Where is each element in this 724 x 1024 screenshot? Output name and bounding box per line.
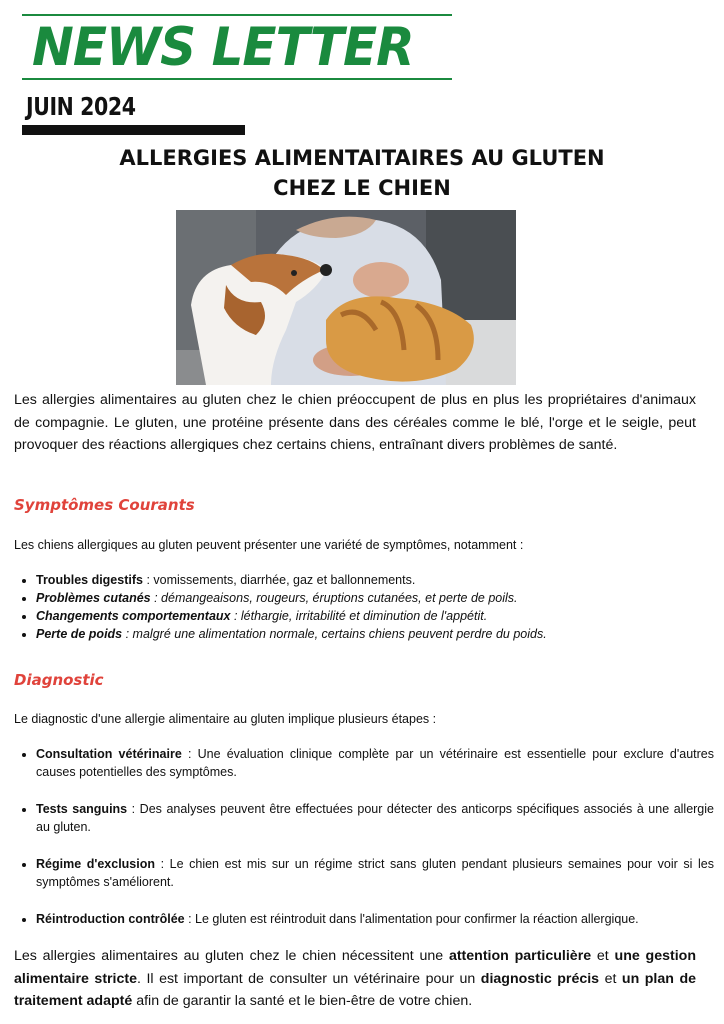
symptom-term: Changements comportementaux — [36, 609, 231, 623]
masthead — [22, 14, 452, 80]
diagnostic-heading: Diagnostic — [14, 671, 104, 689]
symptoms-heading: Symptômes Courants — [14, 496, 195, 514]
symptoms-list — [18, 571, 714, 643]
diagnostic-term: Régime d'exclusion — [36, 857, 155, 871]
article-title — [60, 143, 664, 203]
diagnostic-text: : Des analyses peuvent être effectuées pour détecter des anticorps spécifiques associés à une allergie au gluten. — [36, 802, 714, 834]
intro-paragraph: Les allergies alimentaires au gluten chez le chien préoccupent de plus en plus les propriétaires d'animaux de compagnie. Le gluten, une protéine présente dans des céréales comme le blé, l'orge et le seigle, peut provoquer des réactions allergiques chez certains chiens, entraînant divers problèmes de santé. — [14, 392, 696, 453]
symptom-text: : léthargie, irritabilité et diminution de l'appétit. — [230, 609, 488, 623]
diagnostic-term: Tests sanguins — [36, 802, 128, 816]
diagnostic-text: : Une évaluation clinique complète par un vétérinaire est essentielle pour exclure d'autres causes potentielles des symptômes. — [36, 747, 714, 779]
article-title-line1: ALLERGIES ALIMENTAITAIRES AU GLUTEN — [119, 146, 605, 170]
conclusion-emphasis: diagnostic précis — [480, 970, 600, 987]
conclusion-emphasis: un plan de traitement adapté — [14, 970, 696, 1009]
conclusion-text: Les allergies alimentaires au gluten chez le chien nécessitent une — [14, 948, 449, 964]
dog-croissant-illustration — [176, 210, 516, 385]
list-item — [36, 910, 714, 928]
symptom-text: : démangeaisons, rougeurs, éruptions cutanées, et perte de poils. — [150, 591, 518, 605]
diagnostic-list — [18, 745, 714, 947]
list-item — [36, 745, 714, 781]
list-item — [36, 607, 714, 625]
conclusion-text: afin de garantir la santé et le bien-être de votre chien. — [132, 993, 473, 1009]
list-item — [36, 855, 714, 891]
conclusion-text: et — [591, 948, 615, 964]
diagnostic-term: Consultation vétérinaire — [36, 747, 182, 761]
conclusion-text: et — [599, 970, 622, 987]
symptom-term: Perte de poids — [36, 627, 123, 641]
conclusion-paragraph — [14, 945, 696, 1013]
symptom-term: Troubles digestifs — [36, 573, 143, 587]
diagnostic-lead: Le diagnostic d'une allergie alimentaire au gluten implique plusieurs étapes : — [14, 712, 437, 726]
conclusion-text: . Il est important de consulter un vétérinaire pour un — [137, 970, 481, 987]
list-item — [36, 800, 714, 836]
list-item — [36, 571, 714, 589]
list-item — [36, 589, 714, 607]
diagnostic-text: : Le gluten est réintroduit dans l'alimentation pour confirmer la réaction allergique. — [184, 912, 639, 926]
symptom-term: Problèmes cutanés — [36, 591, 151, 605]
date-underline — [22, 125, 245, 135]
list-item — [36, 625, 714, 643]
article-photo — [176, 210, 516, 385]
symptom-text: : vomissements, diarrhée, gaz et ballonnements. — [142, 573, 416, 587]
issue-date: JUIN 2024 — [26, 92, 136, 121]
article-title-line2: CHEZ LE CHIEN — [273, 176, 451, 200]
conclusion-emphasis: attention particulière — [448, 948, 592, 964]
diagnostic-text: : Le chien est mis sur un régime strict sans gluten pendant plusieurs semaines pour voir si les symptômes s'améliorent. — [36, 857, 714, 889]
newsletter-brand: NEWS LETTER — [32, 16, 414, 78]
symptoms-lead: Les chiens allergiques au gluten peuvent présenter une variété de symptômes, notamment : — [14, 538, 524, 552]
diagnostic-term: Réintroduction contrôlée — [36, 912, 185, 926]
symptom-text: : malgré une alimentation normale, certains chiens peuvent perdre du poids. — [122, 627, 547, 641]
conclusion-emphasis: une gestion alimentaire stricte — [14, 948, 697, 987]
